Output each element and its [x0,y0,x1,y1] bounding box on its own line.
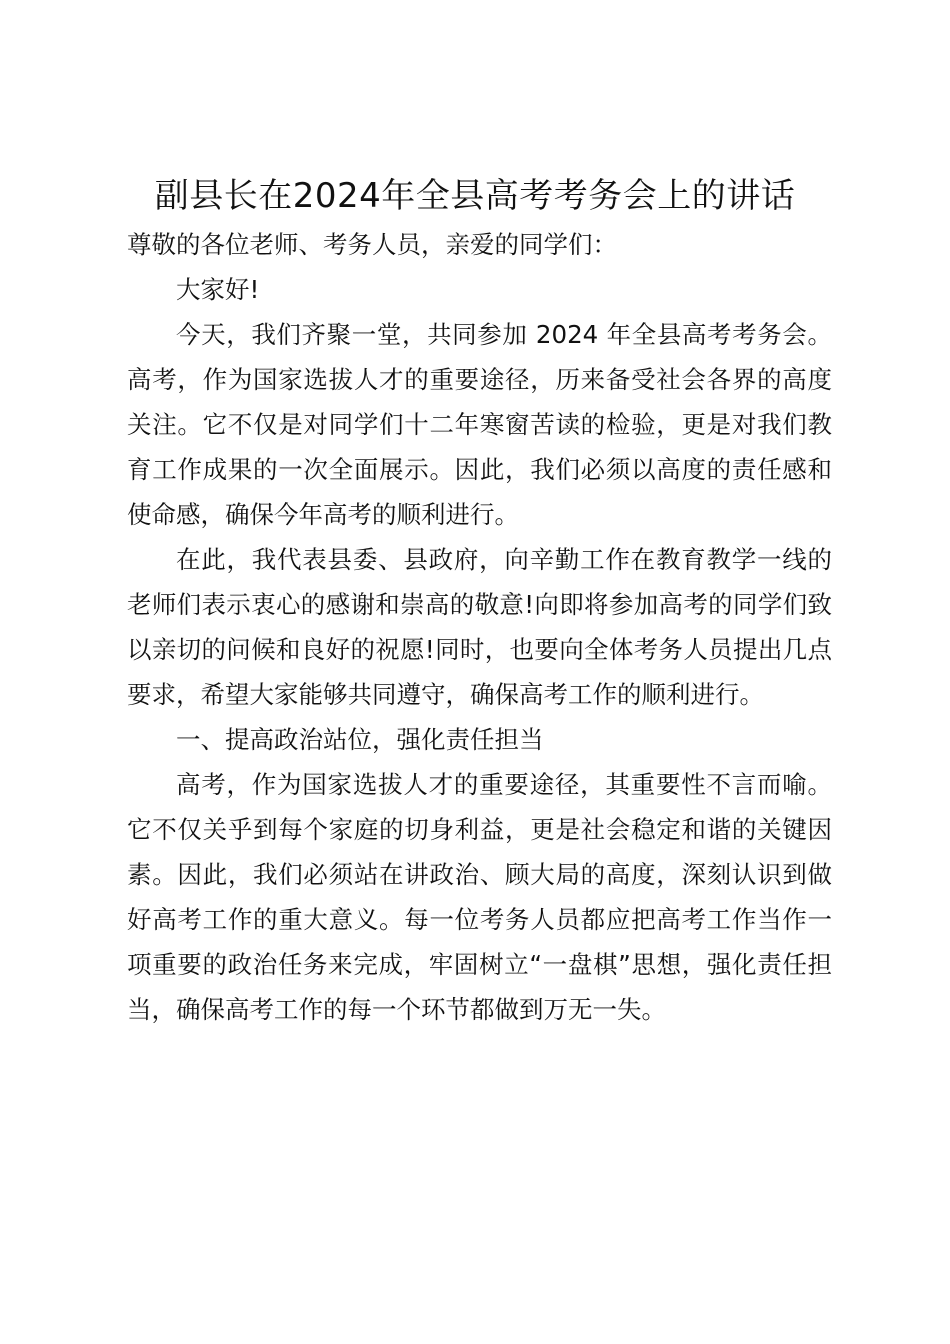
paragraph-1: 今天，我们齐聚一堂，共同参加 2024 年全县高考考务会。高考，作为国家选拔人才的重要途径，历来备受社会各界的高度关注。它不仅是对同学们十二年寒窗苦读的检验，更是对我们教育工作成果的一次全面展示。因此，我们必须以高度的责任感和使命感，确保今年高考的顺利进行。 [127,320,832,529]
salutation: 尊敬的各位老师、考务人员，亲爱的同学们： [127,230,617,259]
section-paragraph: 高考，作为国家选拔人才的重要途径，其重要性不言而喻。它不仅关乎到每个家庭的切身利益，更是社会稳定和谐的关键因素。因此，我们必须站在讲政治、顾大局的高度，深刻认识到做好高考工作的重大意义。每一位考务人员都应把高考工作当作一项重要的政治任务来完成，牢固树立“一盘棋”思想，强化责任担当，确保高考工作的每一个环节都做到万无一失。 [127,770,832,1024]
section-heading: 一、提高政治站位，强化责任担当 [176,725,544,754]
document-body [127,222,832,1032]
document-title: 副县长在2024年全县高考考务会上的讲话 [154,176,796,216]
paragraph-2: 在此，我代表县委、县政府，向辛勤工作在教育教学一线的老师们表示衷心的感谢和崇高的敬意!向即将参加高考的同学们致以亲切的问候和良好的祝愿!同时，也要向全体考务人员提出几点要求，希望大家能够共同遵守，确保高考工作的顺利进行。 [127,545,832,709]
greeting: 大家好! [176,275,260,304]
